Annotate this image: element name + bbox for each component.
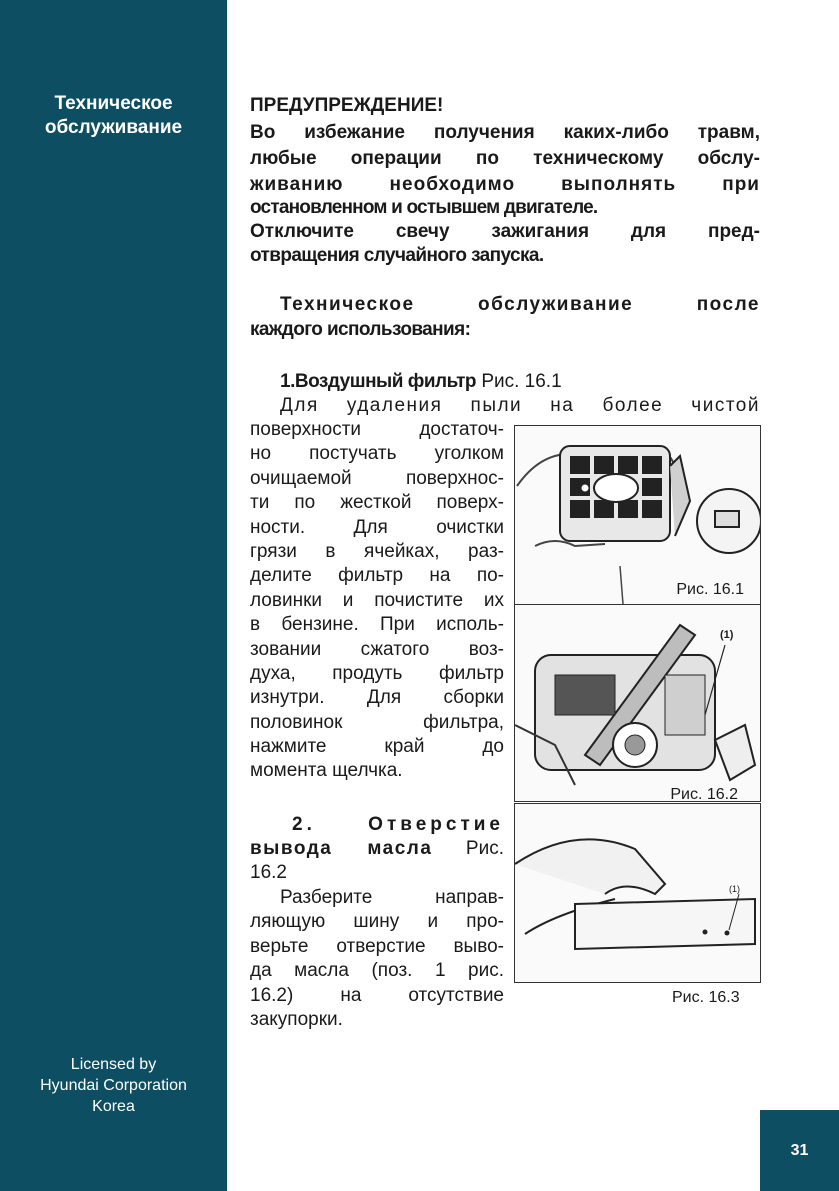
warning-line: остановленном и остывшем двигателе. (250, 197, 598, 218)
oil-outlet-text (250, 886, 504, 1032)
oil-outlet-line: закупорки. (250, 1008, 343, 1030)
air-filter-line: половинок фильтра, (250, 711, 504, 733)
oil-outlet-line: ляющую шину и про- (250, 911, 504, 933)
air-filter-title: 1.Воздушный фильтр (280, 371, 477, 392)
air-filter-ref: Рис. 16.1 (481, 371, 562, 392)
air-filter-line: зовании сжатого воз- (250, 638, 504, 660)
air-filter-line: момента щелчка. (250, 760, 403, 782)
license-line3: Korea (92, 1098, 135, 1115)
air-filter-text (250, 418, 504, 784)
warning-line: живанию необходимо выполнять при (250, 174, 760, 195)
air-filter-line: очищаемой поверхнос- (250, 467, 504, 489)
oil-outlet-line: 16.2) на отсутствие (250, 984, 504, 1006)
oil-outlet-ref-number: 16.2 (250, 862, 287, 883)
section-title (0, 92, 227, 140)
license-line2: Hyundai Corporation (40, 1077, 187, 1094)
oil-outlet-line: да масла (поз. 1 рис. (250, 960, 504, 982)
warning-line: Во избежание получения каких-либо травм, (250, 122, 760, 143)
air-filter-line: духа, продуть фильтр (250, 662, 504, 684)
oil-outlet-line: Разберите направ- (280, 887, 504, 908)
warning-line: Отключите свечу зажигания для пред- (250, 221, 760, 242)
air-filter-line: ти по жесткой поверх- (250, 492, 504, 514)
air-filter-line: делите фильтр на по- (250, 565, 504, 587)
warning-line: отвращения случайного запуска. (250, 245, 544, 266)
figure-16-2-marker: (1) (720, 629, 734, 641)
air-filter-line: но постучать уголком (250, 443, 504, 465)
air-filter-first-line: Для удаления пыли на более чистой (280, 395, 760, 416)
maintenance-heading-line2: каждого использования: (250, 319, 471, 340)
page-number-text: 31 (790, 1141, 809, 1159)
license-note (0, 1054, 227, 1117)
license-line1: Licensed by (70, 1056, 157, 1073)
air-filter-line: в бензине. При исполь- (250, 614, 504, 636)
section-title-line2: обслуживание (44, 117, 183, 138)
figure-16-2-caption: Рис. 16.2 (670, 786, 738, 803)
air-filter-line: грязи в ячейках, раз- (250, 540, 504, 562)
figure-16-1-caption: Рис. 16.1 (676, 581, 744, 598)
air-filter-line: поверхности достаточ- (250, 419, 504, 440)
page-number (760, 1110, 839, 1191)
air-filter-line: изнутри. Для сборки (250, 687, 504, 709)
figure-16-3-caption: Рис. 16.3 (672, 989, 740, 1006)
air-filter-illustration (515, 426, 760, 604)
warning-heading: ПРЕДУПРЕЖДЕНИЕ! (250, 95, 444, 116)
oil-outlet-line: верьте отверстие выво- (250, 935, 504, 957)
warning-line: любые операции по техническому обслу- (250, 148, 760, 169)
oil-outlet-ref: Рис. (465, 838, 504, 859)
air-filter-heading (280, 370, 562, 394)
figure-16-1 (514, 425, 761, 605)
oil-outlet-title-part: вывода масла (250, 838, 433, 859)
figure-16-3-marker: (1) (729, 884, 740, 894)
oil-outlet-title: 2. Отверстие (292, 814, 504, 835)
maintenance-heading: Техническое обслуживание после (280, 294, 760, 315)
guide-bar-illustration (515, 804, 760, 982)
figure-16-2 (514, 604, 761, 802)
oil-outlet-title-line2 (250, 837, 504, 861)
sidebar (0, 0, 227, 1191)
air-filter-line: нажмите край до (250, 736, 504, 758)
air-filter-line: ловинки и почистите их (250, 589, 504, 611)
air-filter-line: ности. Для очистки (250, 516, 504, 538)
section-title-line1: Техническое (54, 93, 173, 114)
figure-16-3 (514, 803, 761, 983)
